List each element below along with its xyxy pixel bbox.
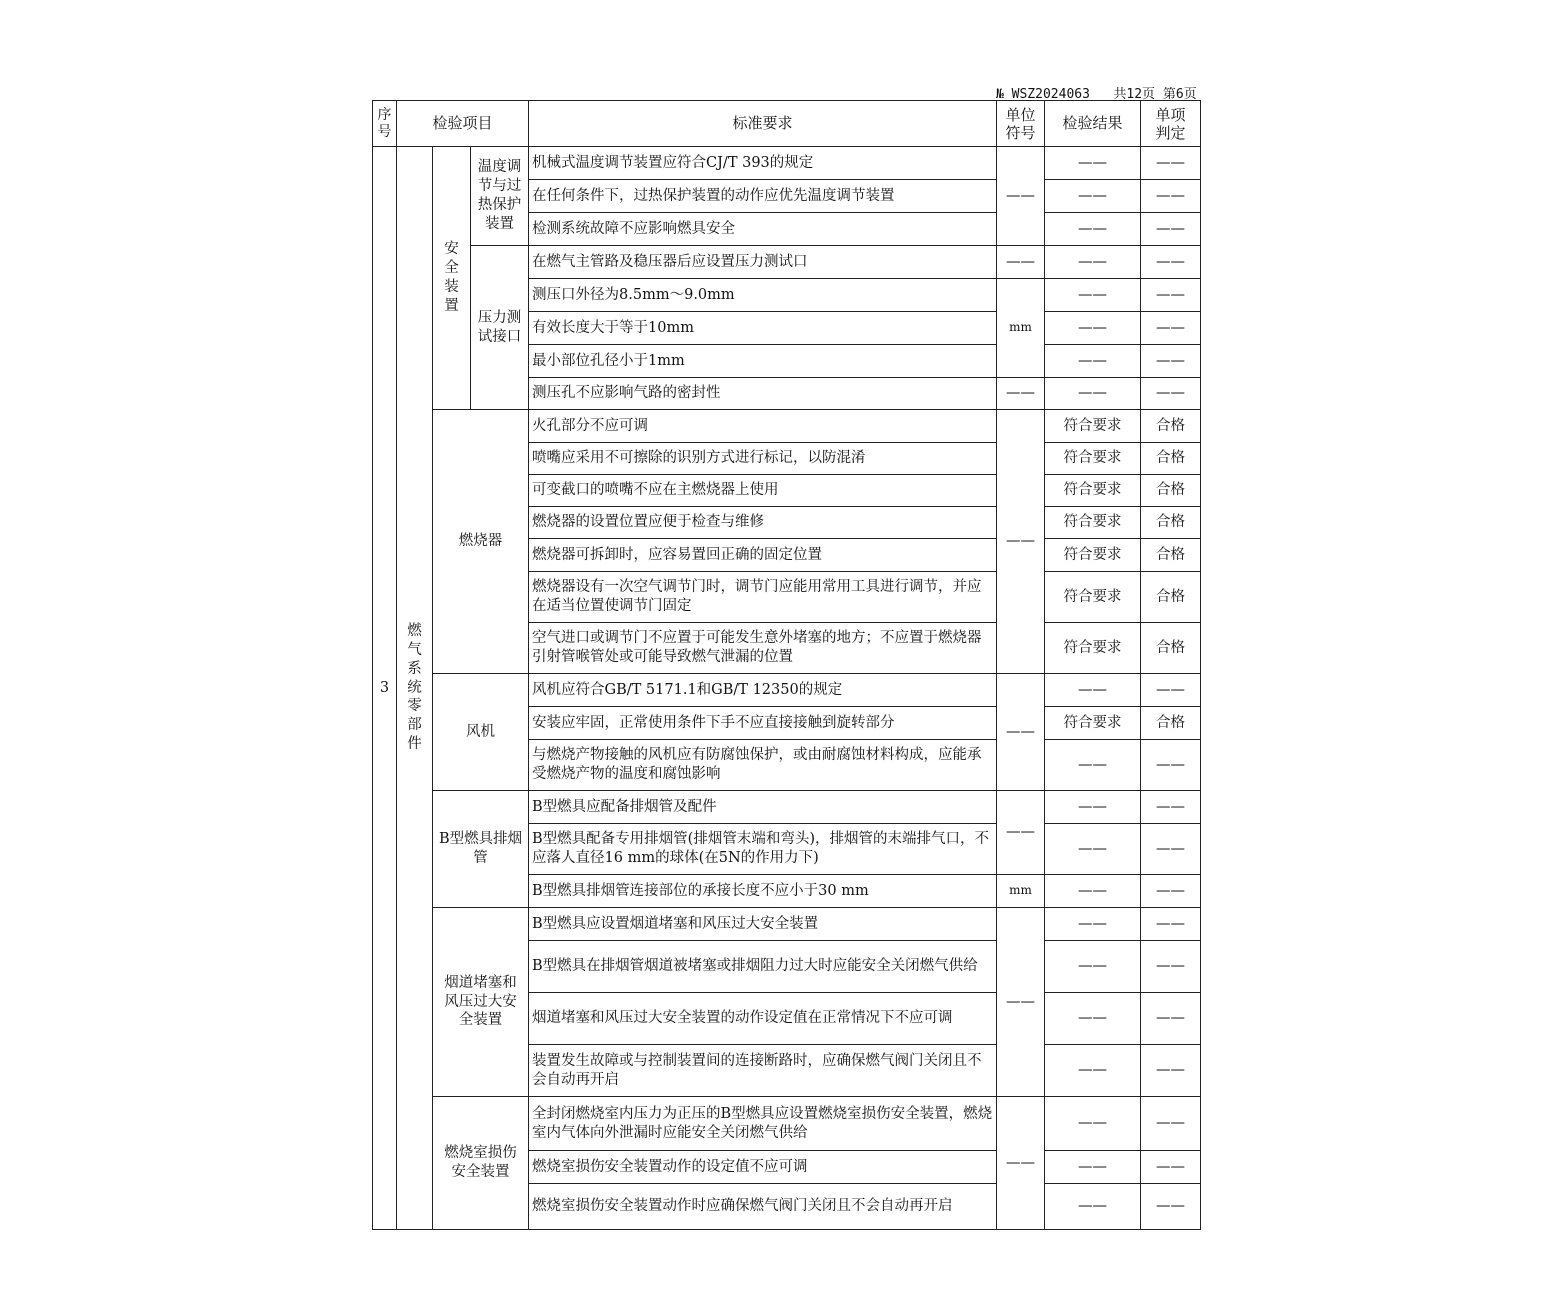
group-safety: 安 全 装 置 xyxy=(433,147,471,410)
result-cell: —— xyxy=(1045,213,1141,246)
judgement-cell: 合格 xyxy=(1141,572,1201,623)
doc-number: № WSZ2024063 xyxy=(996,87,1090,102)
unit-cell: —— xyxy=(997,147,1045,246)
judgement-cell: —— xyxy=(1141,1151,1201,1184)
result-cell: —— xyxy=(1045,941,1141,993)
judgement-cell: —— xyxy=(1141,740,1201,791)
judgement-cell: —— xyxy=(1141,246,1201,279)
judgement-cell: 合格 xyxy=(1141,475,1201,507)
table-row xyxy=(373,674,1201,707)
unit-cell: —— xyxy=(997,378,1045,410)
header-result: 检验结果 xyxy=(1045,101,1141,147)
group-block: 烟道堵塞和 风压过大安 全装置 xyxy=(433,908,529,1097)
unit-cell: —— xyxy=(997,246,1045,279)
result-cell: —— xyxy=(1045,908,1141,941)
requirement-cell: 可变截口的喷嘴不应在主燃烧器上使用 xyxy=(529,475,997,507)
judgement-cell: —— xyxy=(1141,180,1201,213)
unit-cell: —— xyxy=(997,410,1045,674)
category-label: 燃 气 系 统 零 部 件 xyxy=(397,147,433,1230)
requirement-cell: B型燃具在排烟管烟道被堵塞或排烟阻力过大时应能安全关闭燃气供给 xyxy=(529,941,997,993)
result-cell: 符合要求 xyxy=(1045,539,1141,572)
requirement-cell: 与燃烧产物接触的风机应有防腐蚀保护，或由耐腐蚀材料构成，应能承受燃烧产物的温度和腐蚀影响 xyxy=(529,740,997,791)
unit-cell: mm xyxy=(997,875,1045,908)
judgement-cell: —— xyxy=(1141,378,1201,410)
result-cell: —— xyxy=(1045,279,1141,312)
header-row xyxy=(373,101,1201,147)
judgement-cell: 合格 xyxy=(1141,443,1201,475)
requirement-cell: 燃烧器可拆卸时，应容易置回正确的固定位置 xyxy=(529,539,997,572)
group-temp: 温度调 节与过 热保护 装置 xyxy=(471,147,529,246)
result-cell: —— xyxy=(1045,674,1141,707)
requirement-cell: B型燃具应配备排烟管及配件 xyxy=(529,791,997,824)
header-seq: 序 号 xyxy=(373,101,397,147)
header-unit: 单位 符号 xyxy=(997,101,1045,147)
requirement-cell: 有效长度大于等于10mm xyxy=(529,312,997,345)
result-cell: —— xyxy=(1045,312,1141,345)
page-number: 第6页 xyxy=(1162,87,1197,102)
requirement-cell: 喷嘴应采用不可擦除的识别方式进行标记，以防混淆 xyxy=(529,443,997,475)
requirement-cell: 机械式温度调节装置应符合CJ/T 393的规定 xyxy=(529,147,997,180)
judgement-cell: —— xyxy=(1141,674,1201,707)
requirement-cell: 最小部位孔径小于1mm xyxy=(529,345,997,378)
requirement-cell: 烟道堵塞和风压过大安全装置的动作设定值在正常情况下不应可调 xyxy=(529,993,997,1045)
judgement-cell: 合格 xyxy=(1141,507,1201,539)
judgement-cell: —— xyxy=(1141,875,1201,908)
judgement-cell: —— xyxy=(1141,1184,1201,1230)
group-pressure: 压力测 试接口 xyxy=(471,246,529,410)
result-cell: —— xyxy=(1045,740,1141,791)
result-cell: —— xyxy=(1045,791,1141,824)
requirement-cell: 风机应符合GB/T 5171.1和GB/T 12350的规定 xyxy=(529,674,997,707)
result-cell: —— xyxy=(1045,378,1141,410)
table-row xyxy=(373,791,1201,824)
requirement-cell: 装置发生故障或与控制装置间的连接断路时，应确保燃气阀门关闭且不会自动再开启 xyxy=(529,1045,997,1097)
result-cell: 符合要求 xyxy=(1045,410,1141,443)
table-row xyxy=(373,908,1201,941)
requirement-cell: B型燃具应设置烟道堵塞和风压过大安全装置 xyxy=(529,908,997,941)
judgement-cell: 合格 xyxy=(1141,539,1201,572)
result-cell: 符合要求 xyxy=(1045,507,1141,539)
unit-cell: —— xyxy=(997,674,1045,791)
judgement-cell: 合格 xyxy=(1141,623,1201,674)
result-cell: —— xyxy=(1045,345,1141,378)
judgement-cell: —— xyxy=(1141,1045,1201,1097)
inspection-table xyxy=(372,100,1201,1230)
requirement-cell: 燃烧室损伤安全装置动作时应确保燃气阀门关闭且不会自动再开启 xyxy=(529,1184,997,1230)
header-judgement: 单项 判定 xyxy=(1141,101,1201,147)
requirement-cell: 全封闭燃烧室内压力为正压的B型燃具应设置燃烧室损伤安全装置，燃烧室内气体向外泄漏时应能安全关闭燃气供给 xyxy=(529,1097,997,1151)
requirement-cell: 安装应牢固，正常使用条件下手不应直接接触到旋转部分 xyxy=(529,707,997,740)
group-flue: B型燃具排烟 管 xyxy=(433,791,529,908)
judgement-cell: —— xyxy=(1141,345,1201,378)
requirement-cell: 测压孔不应影响气路的密封性 xyxy=(529,378,997,410)
judgement-cell: —— xyxy=(1141,993,1201,1045)
table-row xyxy=(373,1097,1201,1151)
judgement-cell: 合格 xyxy=(1141,410,1201,443)
requirement-cell: 燃烧室损伤安全装置动作的设定值不应可调 xyxy=(529,1151,997,1184)
table-row xyxy=(373,246,1201,279)
judgement-cell: —— xyxy=(1141,824,1201,875)
unit-cell: —— xyxy=(997,1097,1045,1230)
requirement-cell: 空气进口或调节门不应置于可能发生意外堵塞的地方；不应置于燃烧器引射管喉管处或可能导致燃气泄漏的位置 xyxy=(529,623,997,674)
judgement-cell: —— xyxy=(1141,1097,1201,1151)
judgement-cell: —— xyxy=(1141,908,1201,941)
header-item: 检验项目 xyxy=(397,101,529,147)
table-row xyxy=(373,410,1201,443)
result-cell: —— xyxy=(1045,824,1141,875)
result-cell: —— xyxy=(1045,1151,1141,1184)
requirement-cell: 燃烧器的设置位置应便于检查与维修 xyxy=(529,507,997,539)
group-chamber: 燃烧室损伤 安全装置 xyxy=(433,1097,529,1230)
group-burner: 燃烧器 xyxy=(433,410,529,674)
result-cell: —— xyxy=(1045,1045,1141,1097)
result-cell: 符合要求 xyxy=(1045,623,1141,674)
unit-cell: mm xyxy=(997,279,1045,378)
result-cell: 符合要求 xyxy=(1045,572,1141,623)
result-cell: —— xyxy=(1045,1097,1141,1151)
result-cell: —— xyxy=(1045,180,1141,213)
result-cell: 符合要求 xyxy=(1045,475,1141,507)
judgement-cell: —— xyxy=(1141,213,1201,246)
header-requirement: 标准要求 xyxy=(529,101,997,147)
group-fan: 风机 xyxy=(433,674,529,791)
judgement-cell: —— xyxy=(1141,312,1201,345)
result-cell: —— xyxy=(1045,993,1141,1045)
requirement-cell: 燃烧器设有一次空气调节门时，调节门应能用常用工具进行调节，并应在适当位置使调节门固定 xyxy=(529,572,997,623)
requirement-cell: 检测系统故障不应影响燃具安全 xyxy=(529,213,997,246)
requirement-cell: 测压口外径为8.5mm～9.0mm xyxy=(529,279,997,312)
requirement-cell: B型燃具配备专用排烟管(排烟管末端和弯头)，排烟管的末端排气口，不应落人直径16 mm的球体(在5N的作用力下) xyxy=(529,824,997,875)
seq-number: 3 xyxy=(373,147,397,1230)
result-cell: —— xyxy=(1045,246,1141,279)
judgement-cell: —— xyxy=(1141,791,1201,824)
judgement-cell: —— xyxy=(1141,147,1201,180)
result-cell: —— xyxy=(1045,147,1141,180)
result-cell: —— xyxy=(1045,875,1141,908)
table-row xyxy=(373,147,1201,180)
requirement-cell: 火孔部分不应可调 xyxy=(529,410,997,443)
result-cell: —— xyxy=(1045,1184,1141,1230)
requirement-cell: B型燃具排烟管连接部位的承接长度不应小于30 mm xyxy=(529,875,997,908)
result-cell: 符合要求 xyxy=(1045,707,1141,740)
unit-cell: —— xyxy=(997,908,1045,1097)
judgement-cell: —— xyxy=(1141,279,1201,312)
unit-cell: —— xyxy=(997,791,1045,875)
requirement-cell: 在燃气主管路及稳压器后应设置压力测试口 xyxy=(529,246,997,279)
judgement-cell: 合格 xyxy=(1141,707,1201,740)
result-cell: 符合要求 xyxy=(1045,443,1141,475)
requirement-cell: 在任何条件下，过热保护装置的动作应优先温度调节装置 xyxy=(529,180,997,213)
total-pages: 共12页 xyxy=(1113,87,1156,102)
judgement-cell: —— xyxy=(1141,941,1201,993)
